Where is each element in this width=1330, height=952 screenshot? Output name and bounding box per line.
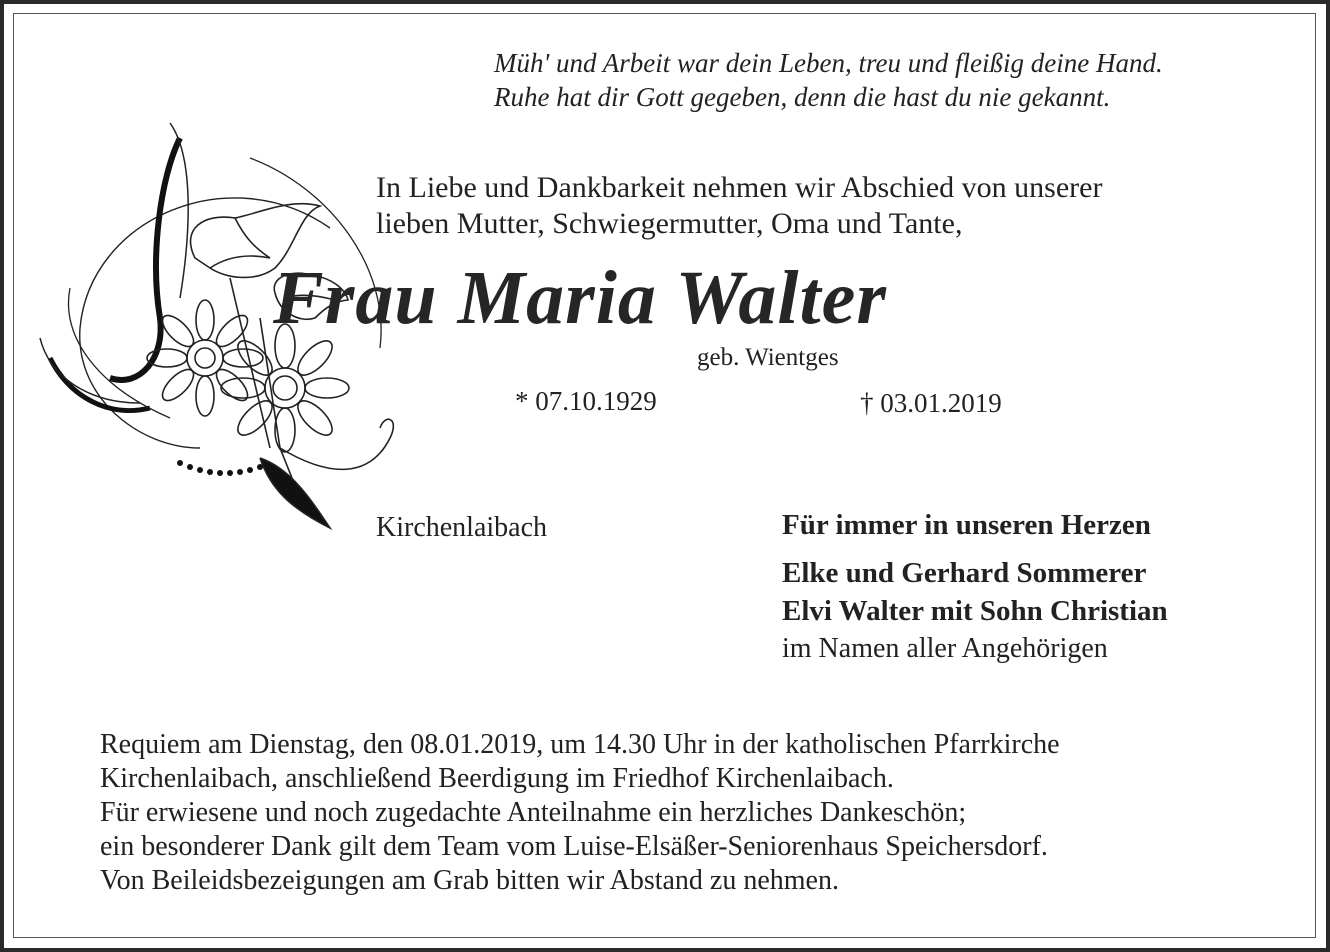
intro-line-2: lieben Mutter, Schwiegermutter, Oma und Tante, <box>376 207 963 240</box>
birth-name: geb. Wientges <box>697 344 839 371</box>
deceased-name: Frau Maria Walter <box>273 256 887 340</box>
place-name: Kirchenlaibach <box>376 512 548 543</box>
mourner-line-1: Elke und Gerhard Sommerer <box>782 557 1147 589</box>
motto-line-2: Ruhe hat dir Gott gegeben, denn die hast du nie gekannt. <box>494 82 1111 112</box>
mourner-line-3: im Namen aller Angehörigen <box>782 633 1108 664</box>
service-line-1: Requiem am Dienstag, den 08.01.2019, um 14.30 Uhr in der katholischen Pfarrkirche <box>100 729 1060 760</box>
birth-date: * 07.10.1929 <box>515 386 657 416</box>
mourners-heading: Für immer in unseren Herzen <box>782 509 1151 541</box>
motto <box>494 46 1163 114</box>
service-details <box>100 728 1060 898</box>
service-line-4: ein besonderer Dank gilt dem Team vom Luise-Elsäßer-Seniorenhaus Speichersdorf. <box>100 831 1048 862</box>
service-line-5: Von Beileidsbezeigungen am Grab bitten wir Abstand zu nehmen. <box>100 865 839 896</box>
service-line-2: Kirchenlaibach, anschließend Beerdigung im Friedhof Kirchenlaibach. <box>100 763 894 794</box>
mourner-line-2: Elvi Walter mit Sohn Christian <box>782 595 1168 627</box>
motto-line-1: Müh' und Arbeit war dein Leben, treu und fleißig deine Hand. <box>494 48 1163 78</box>
service-line-3: Für erwiesene und noch zugedachte Anteilnahme ein herzliches Dankeschön; <box>100 797 967 828</box>
intro-line-1: In Liebe und Dankbarkeit nehmen wir Abschied von unserer <box>376 171 1103 204</box>
death-date: † 03.01.2019 <box>860 388 1002 418</box>
intro-text <box>376 170 1102 242</box>
